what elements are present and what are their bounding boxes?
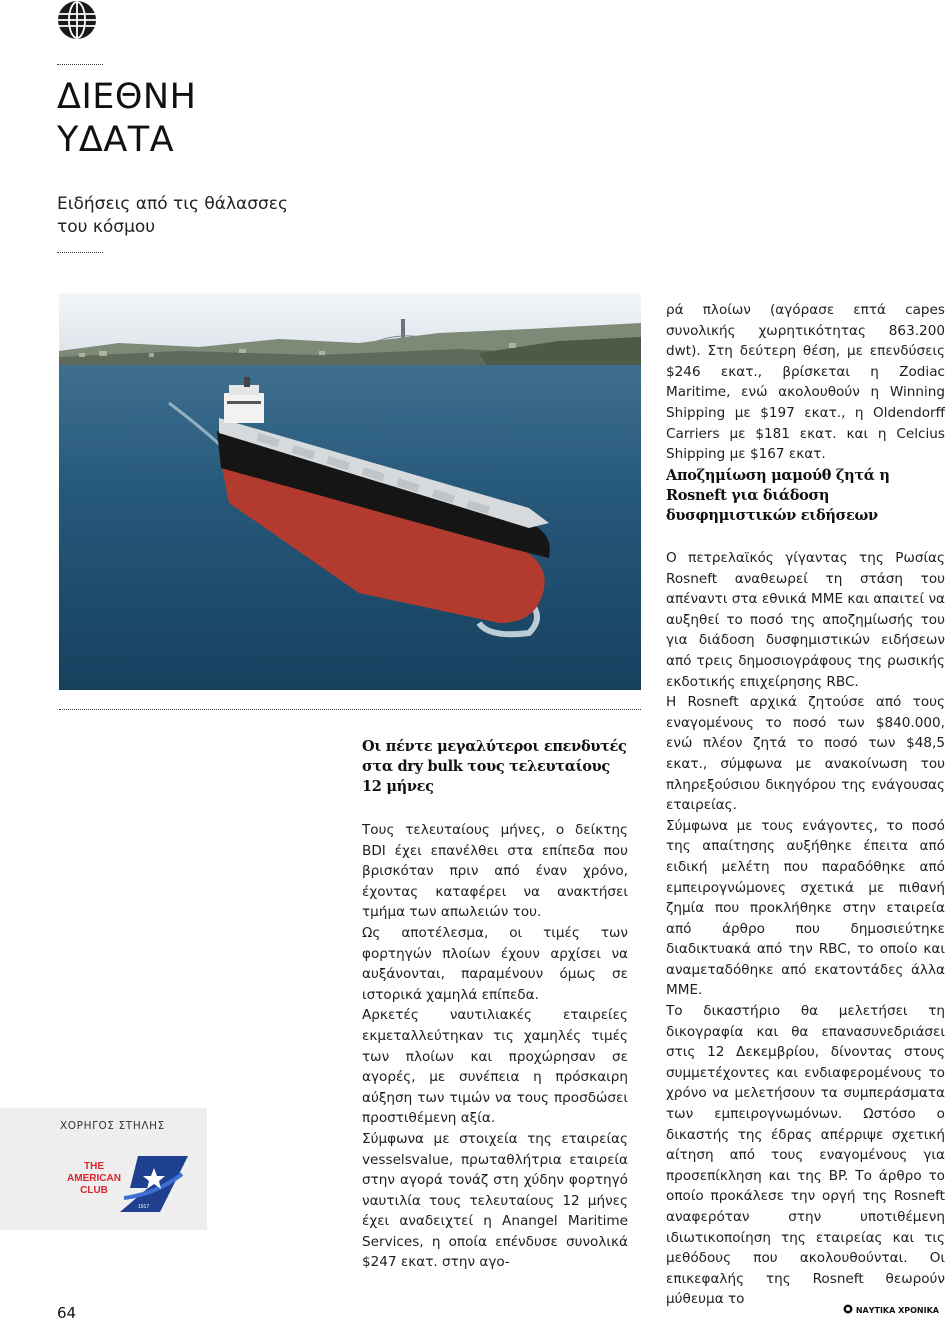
subtitle-divider bbox=[57, 252, 103, 253]
article1-body bbox=[362, 820, 628, 1273]
section-title-line2: ΥΔΑΤΑ bbox=[57, 120, 175, 160]
logo-line1: THE bbox=[84, 1161, 104, 1172]
logo-line3: CLUB bbox=[80, 1185, 108, 1196]
section-subtitle-line1: Ειδήσεις από τις θάλασσες bbox=[57, 194, 288, 214]
logo-year: 1917 bbox=[138, 1204, 150, 1210]
article2-paragraph: Σύμφωνα με τους ενάγοντες, το ποσό της απαίτησης αυξήθηκε έπειτα από ειδική μελέτη που παραδόθηκε από εμπειρογνώμονες σχετικά με πιθανή ζημία που προκλήθηκε στην εταιρεία από άρθρο που δημοσιεύτηκε διαδικτυακά από την RBC, το οποίο και αναμεταδόθηκε από εκατοντάδες άλλα ΜΜΕ. bbox=[666, 817, 945, 999]
bulk-carrier-photo bbox=[59, 293, 641, 690]
article1-paragraph: Ως αποτέλεσμα, οι τιμές των φορτηγών πλοίων έχουν αρχίσει να αυξάνονται, παραμένουν όμως σε ιστορικά χαμηλά επίπεδα. bbox=[362, 924, 628, 1003]
article2-paragraph: Το δικαστήριο θα μελετήσει τη δικογραφία και θα επανασυνεδριάσει στις 12 Δεκεμβρίου, δίνοντας στους συμμετέχοντες και ενδιαφερομένους το χρόνο να μελετήσουν τα συμπεράσματα των εμπειρογνωμόνων. Ωστόσο ο δικαστής της έδρας απέρριψε σχετική αίτηση από τους εναγομένους για προσεπίκληση και της BP. Το άρθρο το οποίο προκάλεσε την οργή της Rosneft αναφερόταν στην υποτιθέμενη ιδιωτικοποίηση της εταιρείας και τις μεθόδους που ακολουθούνται. Οι επικεφαλής της Rosneft θεωρούν μύθευμα το bbox=[666, 1003, 945, 1308]
section-title-line1: ΔΙΕΘΝΗ bbox=[57, 77, 197, 117]
article1-headline: Οι πέντε μεγαλύτεροι επενδυτές στα dry bulk τους τελευταίους 12 μήνες bbox=[362, 738, 627, 795]
article2-headline: Αποζημίωση μαμούθ ζητά η Rosneft για διάδοση δυσφημιστικών ειδήσεων bbox=[666, 467, 890, 524]
american-club-logo[interactable] bbox=[60, 1154, 192, 1216]
photo-divider bbox=[59, 709, 641, 710]
article1-paragraph: Τους τελευταίους μήνες, ο δείκτης BDI έχει επανέλθει στα επίπεδα που βρισκόταν πριν από έναν χρόνο, έχοντας καταφέρει να ανακτήσει τμήμα των απωλειών του. bbox=[362, 822, 628, 921]
ship-wheel-icon bbox=[843, 1304, 853, 1316]
publication-brand bbox=[843, 1304, 939, 1316]
logo-line2: AMERICAN bbox=[67, 1173, 121, 1184]
section-title bbox=[57, 76, 196, 162]
article1-paragraph: Αρκετές ναυτιλιακές εταιρείες εκμεταλλεύτηκαν τις χαμηλές τιμές των πλοίων και προχώρησαν σε αγορές, με συνέπεια η πρόσκαιρη αύξηση των τιμών να τους προσδώσει προστιθέμενη αξία. bbox=[362, 1007, 628, 1127]
article1-paragraph: Σύμφωνα με στοιχεία της εταιρείας vesselsvalue, πρωταθλήτρια εταιρεία στην αγορά τονάζ στη χύδην φορτηγό ναυτιλία τους τελευταίους 12 μήνες έχει αναδειχτεί η Anangel Maritime Services, η οποία επένδυσε συνολικά $247 εκατ. στην αγο- bbox=[362, 1130, 628, 1271]
page-number: 64 bbox=[57, 1304, 77, 1322]
globe-icon bbox=[56, 0, 98, 40]
article1-continuation bbox=[666, 300, 945, 465]
publication-name: ΝΑΥΤΙΚΑ ΧΡΟΝΙΚΑ bbox=[855, 1305, 939, 1315]
title-divider-top bbox=[57, 64, 103, 65]
article2-paragraph: Ο πετρελαϊκός γίγαντας της Ρωσίας Rosneft αναθεωρεί τη στάση του απέναντι στα εθνικά ΜΜΕ και απαιτεί να αυξηθεί το ποσό της αποζημίωσής του για διάδοση δυσφημιστικών ειδήσεων από τρεις δημοσιογράφους της ρωσικής εκδοτικής επιχείρησης RBC. bbox=[666, 550, 945, 690]
section-subtitle-line2: του κόσμου bbox=[57, 217, 156, 237]
article1-continuation-text: ρά πλοίων (αγόρασε επτά capes συνολικής χωρητικότητας 863.200 dwt). Στη δεύτερη θέση, με επενδύσεις $246 εκατ., βρίσκεται η Zodiac Maritime, ενώ ακολουθούν η Winning Shipping με $197 εκατ., η Oldendorff Carriers με $181 εκατ. και η Celcius Shipping με $167 εκατ. bbox=[666, 302, 945, 463]
article2-body bbox=[666, 548, 945, 1310]
sponsor-label: ΧΟΡΗΓΟΣ ΣΤΗΛΗΣ bbox=[60, 1120, 165, 1132]
article2-paragraph: Η Rosneft αρχικά ζητούσε από τους εναγομένους το ποσό των $840.000, ενώ πλέον ζητά το ποσό των $48,5 εκατ., σύμφωνα με ανακοίνωση του πληρεξούσιου δικηγόρου της ενάγουσας εταιρείας. bbox=[666, 694, 945, 814]
section-subtitle bbox=[57, 193, 288, 239]
